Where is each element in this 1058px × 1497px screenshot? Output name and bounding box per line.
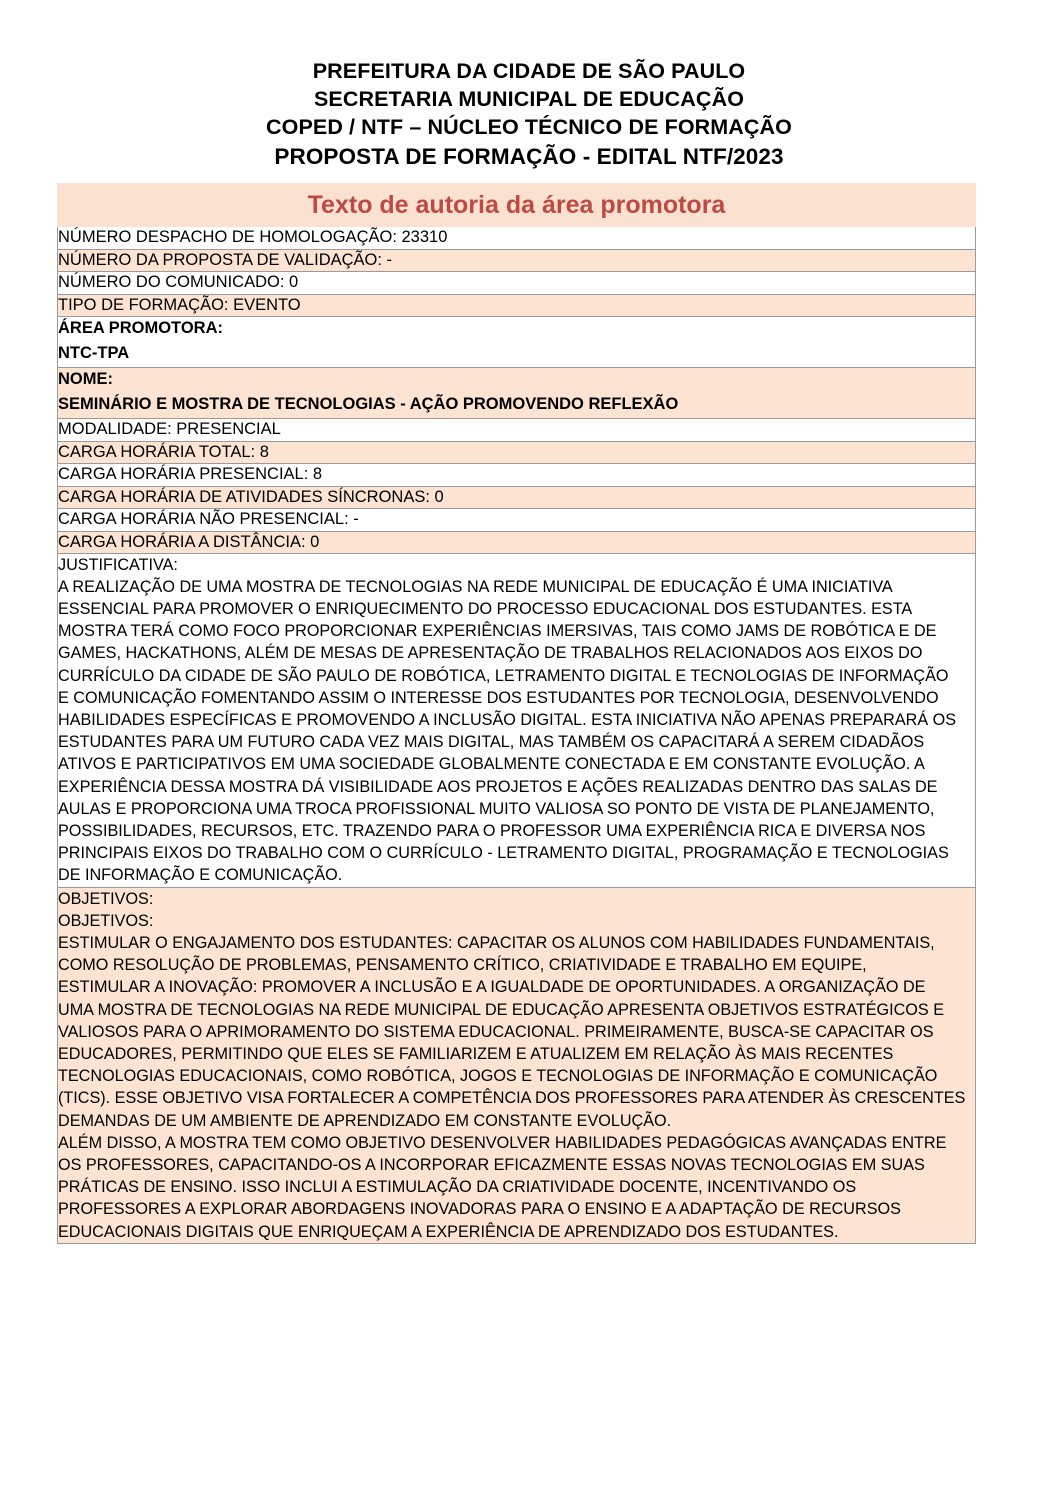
table-row: [58, 531, 976, 554]
objetivos-line: TECNOLOGIAS EDUCACIONAIS, COMO ROBÓTICA, JOGOS E TECNOLOGIAS DE INFORMAÇÃO E COMUNICAÇÃO: [58, 1067, 938, 1086]
objetivos-line: PROFESSORES A EXPLORAR ABORDAGENS INOVADORAS PARA O ENSINO E A ADAPTAÇÃO DE RECURSOS: [58, 1200, 901, 1219]
table-row: [58, 486, 976, 509]
table-row: [58, 294, 976, 317]
banner-row: [58, 184, 976, 227]
field-numero-comunicado-text: NÚMERO DO COMUNICADO: 0: [58, 273, 299, 291]
field-tipo-formacao: [58, 294, 976, 317]
field-justificativa-label: JUSTIFICATIVA:: [58, 555, 178, 574]
table-row: [58, 272, 976, 295]
field-carga-distancia: [58, 531, 976, 554]
field-modalidade: [58, 419, 976, 442]
field-numero-proposta-text: NÚMERO DA PROPOSTA DE VALIDAÇÃO: -: [58, 250, 393, 269]
field-carga-sincronas-text: CARGA HORÁRIA DE ATIVIDADES SÍNCRONAS: 0: [58, 487, 444, 506]
field-carga-total-text: CARGA HORÁRIA TOTAL: 8: [58, 442, 269, 461]
header-line-prefeitura: PREFEITURA DA CIDADE DE SÃO PAULO: [312, 59, 746, 83]
banner-title: Texto de autoria da área promotora: [307, 191, 726, 219]
field-numero-proposta: [58, 249, 976, 272]
table-row: [58, 509, 976, 532]
justificativa-line: ESSENCIAL PARA PROMOVER O ENRIQUECIMENTO DO PROCESSO EDUCACIONAL DOS ESTUDANTES. ESTA: [58, 599, 913, 618]
field-nome-label: NOME:: [58, 370, 113, 388]
objetivos-line: ESTIMULAR O ENGAJAMENTO DOS ESTUDANTES: CAPACITAR OS ALUNOS COM HABILIDADES FUNDAMENTAIS,: [58, 933, 935, 952]
banner-cell: [58, 184, 976, 227]
field-justificativa: [58, 554, 976, 888]
objetivos-line: UMA MOSTRA DE TECNOLOGIAS NA REDE MUNICIPAL DE EDUCAÇÃO APRESENTA OBJETIVOS ESTRATÉGICOS E: [58, 1000, 944, 1019]
field-carga-sincronas: [58, 486, 976, 509]
table-row: [58, 249, 976, 272]
table-row: [58, 441, 976, 464]
field-numero-despacho: [58, 227, 976, 250]
justificativa-line: PRINCIPAIS EIXOS DO TRABALHO COM O CURRÍCULO - LETRAMENTO DIGITAL, PROGRAMAÇÃO E TECNOLOGIAS: [58, 844, 949, 863]
justificativa-line: AULAS E PROPORCIONA UMA TROCA PROFISSIONAL MUITO VALIOSA SO PONTO DE VISTA DE PLANEJAMENTO,: [58, 799, 935, 818]
field-area-promotora: [58, 317, 976, 368]
header-line-secretaria: SECRETARIA MUNICIPAL DE EDUCAÇÃO: [313, 86, 745, 111]
field-carga-nao-presencial-text: CARGA HORÁRIA NÃO PRESENCIAL: -: [58, 510, 359, 528]
document-header: [0, 0, 1058, 171]
field-modalidade-text: MODALIDADE: PRESENCIAL: [58, 420, 281, 438]
field-carga-nao-presencial: [58, 509, 976, 532]
justificativa-line: DE INFORMAÇÃO E COMUNICAÇÃO.: [58, 866, 343, 885]
field-carga-presencial: [58, 464, 976, 487]
field-objetivos: [58, 888, 976, 1244]
justificativa-line: ESTUDANTES PARA UM FUTURO CADA VEZ MAIS DIGITAL, MAS TAMBÉM OS CAPACITARÁ A SEREM CIDADÃOS: [58, 733, 925, 752]
field-carga-total: [58, 441, 976, 464]
objetivos-line: ALÉM DISSO, A MOSTRA TEM COMO OBJETIVO DESENVOLVER HABILIDADES PEDAGÓGICAS AVANÇADAS ENTRE: [58, 1133, 947, 1152]
field-numero-despacho-text: NÚMERO DESPACHO DE HOMOLOGAÇÃO: 23310: [58, 228, 448, 246]
table-row: [58, 554, 976, 888]
proposal-form-table: [57, 183, 976, 1244]
table-row: [58, 419, 976, 442]
justificativa-line: A REALIZAÇÃO DE UMA MOSTRA DE TECNOLOGIAS NA REDE MUNICIPAL DE EDUCAÇÃO É UMA INICIATIVA: [58, 577, 893, 596]
justificativa-line: MOSTRA TERÁ COMO FOCO PROPORCIONAR EXPERIÊNCIAS IMERSIVAS, TAIS COMO JAMS DE ROBÓTICA E DE: [58, 622, 937, 641]
objetivos-line: OS PROFESSORES, CAPACITANDO-OS A INCORPORAR EFICAZMENTE ESSAS NOVAS TECNOLOGIAS EM SUAS: [58, 1155, 925, 1174]
field-carga-presencial-text: CARGA HORÁRIA PRESENCIAL: 8: [58, 465, 323, 483]
justificativa-line: GAMES, HACKATHONS, ALÉM DE MESAS DE APRESENTAÇÃO DE TRABALHOS RELACIONADOS AOS EIXOS DO: [58, 644, 923, 663]
objetivos-line: EDUCACIONAIS DIGITAIS QUE ENRIQUEÇAM A EXPERIÊNCIA DE APRENDIZADO DOS ESTUDANTES.: [58, 1222, 839, 1241]
header-line-coped-ntf: COPED / NTF – NÚCLEO TÉCNICO DE FORMAÇÃO: [266, 114, 792, 139]
field-carga-distancia-text: CARGA HORÁRIA A DISTÂNCIA: 0: [58, 532, 320, 551]
table-row: [58, 888, 976, 1244]
table-row: [58, 317, 976, 368]
objetivos-line: ESTIMULAR A INOVAÇÃO: PROMOVER A INCLUSÃO E A IGUALDADE DE OPORTUNIDADES. A ORGANIZAÇÃO DE: [58, 978, 926, 997]
field-area-promotora-label: ÁREA PROMOTORA:: [58, 319, 223, 337]
justificativa-line: ATIVOS E PARTICIPATIVOS EM UMA SOCIEDADE GLOBALMENTE CONECTADA E EM CONSTANTE EVOLUÇÃO. A: [58, 755, 925, 774]
field-nome-value: SEMINÁRIO E MOSTRA DE TECNOLOGIAS - AÇÃO PROMOVENDO REFLEXÃO: [58, 395, 679, 413]
field-tipo-formacao-text: TIPO DE FORMAÇÃO: EVENTO: [58, 295, 301, 314]
field-objetivos-label-2: OBJETIVOS:: [58, 911, 154, 930]
justificativa-line: E COMUNICAÇÃO FOMENTANDO ASSIM O INTERESSE DOS ESTUDANTES POR TECNOLOGIA, DESENVOLVENDO: [58, 688, 939, 707]
objetivos-line: DEMANDAS DE UM AMBIENTE DE APRENDIZADO EM CONSTANTE EVOLUÇÃO.: [58, 1111, 672, 1130]
justificativa-line: HABILIDADES ESPECÍFICAS E PROMOVENDO A INCLUSÃO DIGITAL. ESTA INICIATIVA NÃO APENAS PREPARARÁ OS: [58, 710, 957, 729]
field-nome: [58, 368, 976, 419]
objetivos-line: (TICS). ESSE OBJETIVO VISA FORTALECER A COMPETÊNCIA DOS PROFESSORES PARA ATENDER ÀS CRESCENTES: [58, 1089, 966, 1108]
justificativa-line: CURRÍCULO DA CIDADE DE SÃO PAULO DE ROBÓTICA, LETRAMENTO DIGITAL E TECNOLOGIAS DE INFORMAÇÃO: [58, 666, 949, 685]
justificativa-line: POSSIBILIDADES, RECURSOS, ETC. TRAZENDO PARA O PROFESSOR UMA EXPERIÊNCIA RICA E DIVERSA NOS: [58, 821, 926, 840]
field-area-promotora-value: NTC-TPA: [58, 344, 130, 362]
objetivos-line: PRÁTICAS DE ENSINO. ISSO INCLUI A ESTIMULAÇÃO DA CRIATIVIDADE DOCENTE, INCENTIVANDO OS: [58, 1178, 857, 1197]
objetivos-line: EDUCADORES, PERMITINDO QUE ELES SE FAMILIARIZEM E ATUALIZEM EM RELAÇÃO ÀS MAIS RECENTES: [58, 1044, 894, 1063]
justificativa-line: EXPERIÊNCIA DESSA MOSTRA DÁ VISIBILIDADE AOS PROJETOS E AÇÕES REALIZADAS DENTRO DAS SALAS DE: [58, 777, 938, 796]
field-numero-comunicado: [58, 272, 976, 295]
table-row: [58, 368, 976, 419]
table-row: [58, 464, 976, 487]
header-line-proposta: PROPOSTA DE FORMAÇÃO - EDITAL NTF/2023: [274, 143, 784, 169]
objetivos-line: COMO RESOLUÇÃO DE PROBLEMAS, PENSAMENTO CRÍTICO, CRIATIVIDADE E TRABALHO EM EQUIPE,: [58, 956, 867, 975]
table-row: [58, 227, 976, 250]
field-objetivos-label: OBJETIVOS:: [58, 889, 154, 908]
objetivos-line: VALIOSOS PARA O APRIMORAMENTO DO SISTEMA EDUCACIONAL. PRIMEIRAMENTE, BUSCA-SE CAPACITAR OS: [58, 1022, 934, 1041]
